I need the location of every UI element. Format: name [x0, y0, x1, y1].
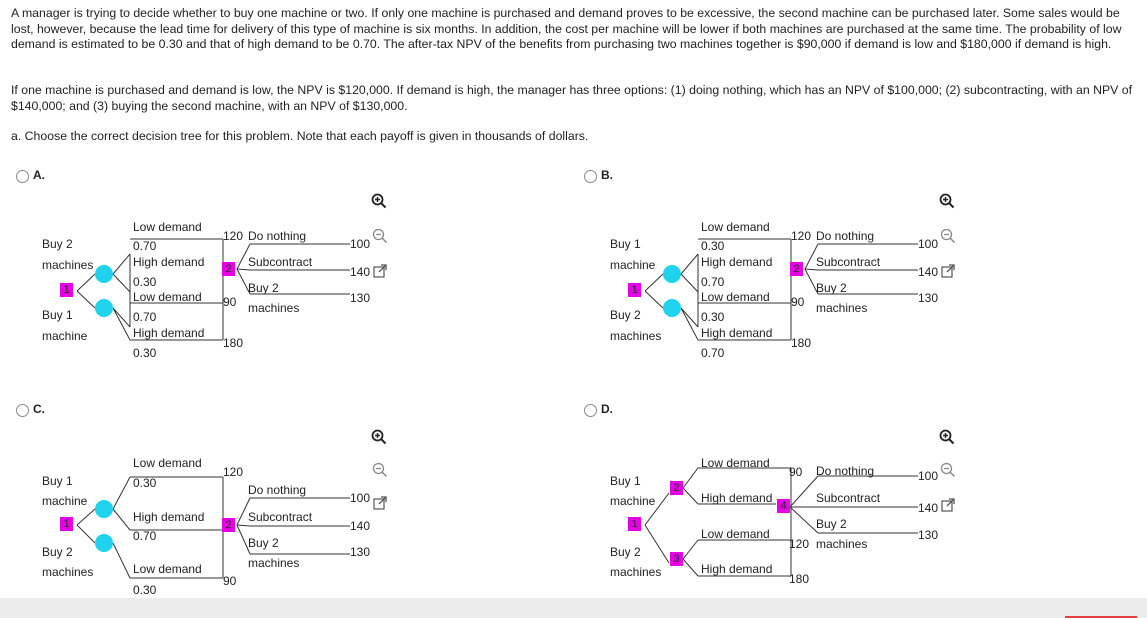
- c-zoom-out-icon[interactable]: [372, 462, 388, 478]
- c-buy-bottom-line2: machines: [42, 565, 94, 579]
- d-buy-top-line1: Buy 1: [610, 474, 641, 488]
- b-option-do-nothing: Do nothing: [816, 229, 875, 243]
- d-result-3: 130: [918, 528, 939, 542]
- c-branch-label-3: Low demand: [133, 562, 202, 576]
- c-buy-top-line1: Buy 1: [42, 474, 73, 488]
- a-prob-1: 0.70: [133, 239, 157, 253]
- a-chance-node-bottom: [95, 299, 113, 317]
- d-option-buy2-line2: machines: [816, 537, 868, 551]
- a-value-3: 90: [223, 295, 237, 309]
- d-branch-label-4: High demand: [701, 562, 773, 576]
- b-buy-bottom-line1: Buy 2: [610, 308, 641, 322]
- b-result-2: 140: [918, 265, 939, 279]
- a-buy-top-line1: Buy 2: [42, 237, 73, 251]
- d-result-2: 140: [918, 501, 939, 515]
- option-d-tree: [606, 428, 966, 598]
- a-buy-bottom-line1: Buy 1: [42, 308, 73, 322]
- c-buy-bottom-line1: Buy 2: [42, 545, 73, 559]
- a-branch-label-4: High demand: [133, 326, 205, 340]
- c-zoom-in-icon[interactable]: [371, 429, 387, 445]
- b-branch-label-2: High demand: [701, 255, 773, 269]
- d-zoom-in-icon[interactable]: [939, 429, 955, 445]
- a-option-subcontract: Subcontract: [248, 255, 313, 269]
- a-buy-bottom-line2: machine: [42, 329, 88, 343]
- d-branch-label-1: Low demand: [701, 456, 770, 470]
- d-buy-bottom-line2: machines: [610, 565, 662, 579]
- option-b-tree: [606, 190, 966, 360]
- c-option-do-nothing: Do nothing: [248, 483, 307, 497]
- a-zoom-in-icon[interactable]: [371, 193, 387, 209]
- b-option-buy2-line2: machines: [816, 301, 868, 315]
- b-result-3: 130: [918, 291, 939, 305]
- option-d-label: D.: [601, 402, 613, 416]
- b-option-subcontract: Subcontract: [816, 255, 881, 269]
- c-branch-label-1: Low demand: [133, 456, 202, 470]
- b-option-buy2-line1: Buy 2: [816, 281, 847, 295]
- d-option-do-nothing: Do nothing: [816, 464, 875, 478]
- c-result-3: 130: [350, 545, 371, 559]
- b-result-1: 100: [918, 237, 939, 251]
- a-branch-label-3: Low demand: [133, 290, 202, 304]
- a-decision-node-2: 2: [222, 262, 235, 276]
- b-value-4: 180: [791, 336, 812, 350]
- c-branch-label-2: High demand: [133, 510, 205, 524]
- b-prob-2: 0.70: [701, 275, 725, 289]
- c-option-subcontract: Subcontract: [248, 510, 313, 524]
- c-prob-3: 0.30: [133, 583, 157, 597]
- a-zoom-out-icon[interactable]: [372, 228, 388, 244]
- b-branch-label-4: High demand: [701, 326, 773, 340]
- a-value-1: 120: [223, 229, 244, 243]
- option-b-radio[interactable]: [584, 170, 597, 183]
- a-value-4: 180: [223, 336, 244, 350]
- b-value-1: 120: [791, 229, 812, 243]
- a-prob-4: 0.30: [133, 346, 157, 360]
- a-chance-node-top: [95, 265, 113, 283]
- option-b-label: B.: [601, 168, 613, 182]
- question-paragraph-1: A manager is trying to decide whether to buy one machine or two. If only one machine is purchased and demand proves to be excessive, the second machine can be purchased later. Some sales would be lost, however, because the lead time for delivery of this type of machine is six months. In addition, the cost per machine will be lower if both machines are purchased at the same time. The probability of low demand is estimated to be 0.30 and that of high demand to be 0.70. The after-tax NPV of the benefits from purchasing two machines together is $90,000 if demand is low and $180,000 if demand is high.: [11, 6, 1122, 52]
- c-value-3: 90: [223, 574, 237, 588]
- a-option-buy2-line2: machines: [248, 301, 300, 315]
- b-prob-3: 0.30: [701, 310, 725, 324]
- b-chance-node-bottom: [663, 299, 681, 317]
- d-value-1: 90: [789, 465, 803, 479]
- d-buy-top-line2: machine: [610, 494, 656, 508]
- d-zoom-out-icon[interactable]: [940, 462, 956, 478]
- b-buy-top-line1: Buy 1: [610, 237, 641, 251]
- c-option-buy2-line2: machines: [248, 556, 300, 570]
- d-value-3: 120: [789, 537, 810, 551]
- b-value-3: 90: [791, 295, 805, 309]
- c-buy-top-line2: machine: [42, 494, 88, 508]
- b-branch-label-3: Low demand: [701, 290, 770, 304]
- a-buy-top-line2: machines: [42, 258, 94, 272]
- b-buy-bottom-line2: machines: [610, 329, 662, 343]
- c-decision-node-1: 1: [60, 517, 73, 531]
- c-value-1: 120: [223, 465, 244, 479]
- b-chance-node-top: [663, 265, 681, 283]
- c-chance-node-bottom: [95, 534, 113, 552]
- b-zoom-in-icon[interactable]: [939, 193, 955, 209]
- a-prob-3: 0.70: [133, 310, 157, 324]
- a-branch-label-2: High demand: [133, 255, 205, 269]
- option-a-label: A.: [33, 168, 45, 182]
- b-branch-label-1: Low demand: [701, 220, 770, 234]
- question-paragraph-2: If one machine is purchased and demand is low, the NPV is $120,000. If demand is high, the manager has three options: (1) doing nothing, which has an NPV of $100,000; (2) subcontracting, with an NPV of $140,000; and (3) buying the second machine, with an NPV of $130,000.: [11, 83, 1133, 113]
- d-external-link-icon[interactable]: [940, 497, 956, 513]
- d-option-buy2-line1: Buy 2: [816, 517, 847, 531]
- d-value-4: 180: [789, 572, 810, 586]
- b-external-link-icon[interactable]: [940, 263, 956, 279]
- a-result-1: 100: [350, 237, 371, 251]
- c-decision-node-2: 2: [222, 518, 235, 532]
- a-branch-label-1: Low demand: [133, 220, 202, 234]
- c-option-buy2-line1: Buy 2: [248, 536, 279, 550]
- a-prob-2: 0.30: [133, 275, 157, 289]
- d-decision-node-2: 2: [670, 481, 683, 495]
- c-prob-2: 0.70: [133, 529, 157, 543]
- option-c-label: C.: [33, 402, 45, 416]
- a-result-2: 140: [350, 265, 371, 279]
- question-paragraph-3: a. Choose the correct decision tree for this problem. Note that each payoff is given in thousands of dollars.: [11, 129, 589, 143]
- a-option-buy2-line1: Buy 2: [248, 281, 279, 295]
- d-branch-label-2: High demand: [701, 491, 773, 505]
- b-prob-4: 0.70: [701, 346, 725, 360]
- d-branch-label-3: Low demand: [701, 527, 770, 541]
- a-option-do-nothing: Do nothing: [248, 229, 307, 243]
- b-zoom-out-icon[interactable]: [940, 228, 956, 244]
- option-a-radio[interactable]: [16, 170, 29, 183]
- footer-bar: [0, 598, 1147, 618]
- d-decision-node-3: 3: [670, 552, 683, 566]
- c-result-1: 100: [350, 491, 371, 505]
- b-decision-node-1: 1: [628, 283, 641, 297]
- b-prob-1: 0.30: [701, 239, 725, 253]
- d-decision-node-1: 1: [628, 517, 641, 531]
- option-a-tree-lines: [38, 190, 398, 360]
- b-decision-node-2: 2: [790, 262, 803, 276]
- option-c-radio[interactable]: [16, 404, 29, 417]
- c-chance-node-top: [95, 500, 113, 518]
- d-option-subcontract: Subcontract: [816, 491, 881, 505]
- c-prob-1: 0.30: [133, 476, 157, 490]
- c-result-2: 140: [350, 519, 371, 533]
- d-buy-bottom-line1: Buy 2: [610, 545, 641, 559]
- b-buy-top-line2: machine: [610, 258, 656, 272]
- a-decision-node-1: 1: [60, 283, 73, 297]
- option-a-tree: [38, 190, 398, 360]
- c-external-link-icon[interactable]: [372, 495, 388, 511]
- option-c-tree: [38, 428, 398, 598]
- d-result-1: 100: [918, 469, 939, 483]
- a-result-3: 130: [350, 291, 371, 305]
- d-decision-node-4: 4: [777, 499, 790, 513]
- a-external-link-icon[interactable]: [372, 263, 388, 279]
- option-d-radio[interactable]: [584, 404, 597, 417]
